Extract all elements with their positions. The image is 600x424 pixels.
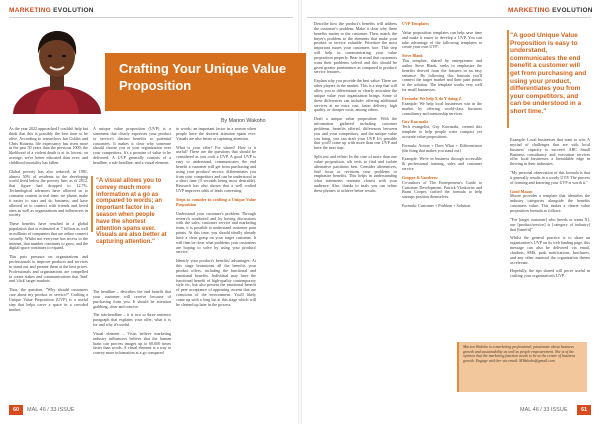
- footer-left: [0, 405, 300, 417]
- paragraph: Identify your product's benefits/ advantages: At this stage brainstorm all the benefits your product offers, including the functional and emotional benefits. Individual may have the functional benefit of high-quality contemporary style etc, but also present the emotional benefit of peer acceptance of appearing current that are conscious of the environment. You'll likely come up with a long list at this stage which will be cleaned up later in the process.: [176, 258, 256, 307]
- subheading: Good Mason: [510, 188, 533, 194]
- column-2-top: [93, 127, 171, 170]
- paragraph: Hopefully, the tips shared will prove useful in crafting your organization's UVP.: [510, 268, 590, 279]
- section-kicker-left: [9, 7, 94, 14]
- paragraph: Moore provides a template that identifies the industry categories alongside the benefits customers value. This makes a clearer value proposition formula as follows:: [510, 193, 590, 213]
- paragraph: Formula: Customer + Problem + Solution: [402, 203, 471, 209]
- kicker-main: MARKETING: [9, 7, 52, 14]
- column-1: [9, 127, 88, 317]
- paragraph: What is your offer? For whom? How is it useful? These are the questions that should be considered as you craft a UVP. A good UVP is easy to understand, communicates the end benefit a customer will get from purchasing and using your product/ service, differentiates you from your competitors and can be understood in a short time (5 seconds being most desirable). Research has also shown that a well crafted UVP improves odds of leads converting.: [176, 144, 256, 194]
- footer-issue-right: MAL 46 / 33 ISSUE: [520, 407, 568, 413]
- byline: By Marion Wakoho: [221, 118, 266, 124]
- paragraph: Formula: Action + Does What + Differentiator (the thing that makes you stand out): [402, 142, 482, 153]
- pull-quote-right: "A good Unique Value Proposition is easy to understand, communicates the end benefit a customer will get from purchasing and using your product, differentiates you from your competitors, and can be understood in a short time.": [510, 32, 587, 115]
- page-number-left: 60: [9, 405, 23, 415]
- kicker-rest: EVOLUTION: [53, 7, 94, 14]
- footer-issue-left: MAL 46 / 33 ISSUE: [27, 407, 75, 413]
- pull-quote-bar: [507, 30, 509, 128]
- paragraph: The headline – describes the end benefit that your customer will receive because of purchasing from you. It should be attention grabbing, clear and concise.: [93, 289, 171, 309]
- header-rule-left: [9, 17, 293, 18]
- author-bio-box: [457, 342, 587, 392]
- paragraph: Split test and refine: In the case of more than one value proposition, a/b tests to find and isolate alternative partitions best. Consider alternatives, find focus or revisions your problems or emphasize benefits. This helps in understanding what statements resonate closest with your audience. Also, thanks to trials you can refine these phrases to achieve better results.: [314, 154, 397, 193]
- paragraph: to words; an important factor in a season when people have the shortest attention spans ever. Visuals are also better at capturing attention.: [176, 126, 256, 141]
- kicker-rest: EVOLUTION: [552, 7, 593, 14]
- author-bio: Marion Wakoho is a marketing professional, passionate about business growth and sustainability as well as people empowerment. She is of the opinion that the marketing function needs to be at the center of business growth. Engage with her via email: MWakoho@gmail.com: [463, 345, 576, 364]
- column-4: [314, 22, 397, 198]
- subheading: Guy Kawasaki: [402, 119, 428, 125]
- section-kicker-right: [508, 7, 593, 14]
- paragraph: Example: We're in business through accessible & professional training, sales and customer service: [402, 156, 482, 172]
- title-banner: [105, 53, 306, 111]
- formula: Formula: We help X do Y doing Z.: [402, 95, 463, 101]
- paragraph: Visual element – Visits believe marketing industry influencers believe that the human brain can process images up to 60,000 times faster than words. A visual element is a way to convey more information at a go compared: [93, 330, 171, 356]
- column-3: [176, 127, 256, 312]
- kicker-main: MARKETING: [508, 7, 551, 14]
- paragraph: "My personal observation of this formula is that it generally results in a wordy UVP. The process of forming and knowing your UVP is worth it.": [510, 170, 590, 185]
- paragraph: Draft a unique value proposition: With the information gathered including customer problems, benefits offered, differences between you and your competitors, and the unique value you bring, you can draft your UVP. It's possible that you'll come up with more than one UVP and have the next step.: [314, 116, 397, 151]
- paragraph: Example: We help local businesses win in the market by offering world-class business consultancy and mentorship services.: [402, 100, 482, 116]
- paragraph: "For [target customer] who [needs or wants X], our [product/service] is [category of industry] that [benefit]": [510, 216, 590, 232]
- paragraph: Understand your customer's problem: Through research conducted and by having discussions with the sales, customer service and marketing team, it is possible to understand customer pain points. At this time, you should ideally already have a clear grasp on your target customer. It will then be clear what problems your customers are hoping to solve by using your product/ service.: [176, 210, 256, 255]
- section-heading: UVP Templates: [402, 21, 429, 26]
- paragraph: Tech evangelist, Guy Kawasaki, created this template to help people write compact yet accurate value propositions.: [402, 124, 482, 139]
- column-6: [510, 138, 590, 283]
- article-title: Crafting Your Unique Value Proposition: [119, 61, 287, 93]
- paragraph: The sub-headline – it is two to three sentence paragraph that explains your offer, what it is for and why it's useful.: [93, 312, 171, 328]
- author-photo: [9, 22, 105, 114]
- page-number-right: 61: [577, 405, 591, 415]
- paragraph: These benefits have resulted in a global population that is estimated at 7 billion as well as millions of companies that are online connect virtually. Whilst not everyone has access to the internet, that number continues to grow, and the digital space continues to expand.: [9, 221, 89, 251]
- paragraph: Example: Local businesses that want to win; A myriad of challenges that are with local business' capacity to succeed. ABC Small Business consultancy and execution services offer local businesses a formidable edge in thriving in their industries.: [510, 137, 590, 167]
- paragraph: Global poverty has also reduced; in 1981, almost 50% of residents in the developing world lived below the poverty line; as of 2012, that figure had dropped to 12.7%. Technological advances have allowed us to consume content in real time; we phone, make it easier to start and do business; and have allowed us to connect with friends and loved ones as well as organizations and influencers in society.: [9, 168, 88, 218]
- subheading: Geoppe & Vandersu: [402, 174, 438, 180]
- column-5: [402, 22, 482, 213]
- paragraph: This puts pressure on organizations and professionals to improve products and services to stand out and present them at the best prices. Professionals and organizations are compelled to create stakes and communications that 'lead' and 'click' target markets.: [9, 254, 88, 284]
- paragraph: Co-authors of The Entrepreneur's Guide to Customer Development, Patrick Vlaskovits and Brant Cooper, crafted the formula to help startups position themselves.: [402, 179, 482, 200]
- footer-right: [300, 405, 600, 417]
- paragraph: Value proposition templates can help save time and make it easier to develop a UVP. You can take advantage of the following templates to create your own UVP:: [402, 29, 482, 50]
- column-2-bottom: [93, 290, 171, 360]
- paragraph: Thus, the question, "Why should customers care about my product or service?" Crafting a Unique Value Proposition (UVP) is a useful step that helps carve a space in a crowded market.: [9, 287, 88, 312]
- paragraph: As the year 2022 approached I couldn't help but think that this is possibly the best time to be alive. According to researchers Ian Goldin and Chris Kutarna, life expectancy has risen more in the past 50 years than the previous 1000; the likelihood of a violent death is at its lowest; on average, we're better educated than ever; and childhood mortality has fallen.: [9, 126, 88, 165]
- paragraph: This template, shared by entrepreneur and author Steve Blank, seeks to emphasize the benefits derived from the features in an easy sentence. By following this formula you'll connect the target market and their pain points to the solution. The template works very well for small businesses.: [402, 58, 482, 93]
- paragraph: A unique value proposition (UVP) is a statement that clearly expresses your product or service's distinct benefits to potential customers. It makes it clear why someone should choose you or your organization over your competitors. It's a promise of value to be delivered. A UVP generally consists of a headline, a sub-headline, and a visual element.: [93, 126, 171, 165]
- paragraph: Explain why you provide the best value: There are other players in the market. This is a step that will allow you to differentiate or clearly articulate the unique value your organization brings. Some of these differences can include: offering additional services at no extra cost, faster delivery, high quality, or cheaper costs, among others.: [314, 78, 397, 113]
- pull-quote-bar: [91, 176, 93, 232]
- paragraph: Describe how the product's benefits will address the customer's problem: Make it clear why these benefits matter to the customer. Then, match the buyer's problem to the elements that make your product or service valuable. Prioritize the most important issues your customers face. This step will help in communicating your value proposition properly. Bear in mind that customers want their problems solved and this should be given greater prominence as compared to product/ service features.: [314, 21, 397, 75]
- pull-quote-mid: "A visual allows you to convey much more information at a go as compared to words; an important factor in a season when people have the shortest attention spans ever. Visuals are also better at capturing attention.": [96, 178, 167, 246]
- section-heading: Steps to consider in crafting a Unique Value Proposition: [176, 196, 256, 207]
- header-rule-right: [307, 17, 591, 18]
- paragraph: Whilst the general practice is to share an organization's UVP on its web landing page, this message can also be delivered via email, chatbots, SMS, push notifications, brochures, and any other material the organization deems as relevant.: [510, 235, 590, 265]
- subheading: Steve Blank: [402, 53, 423, 59]
